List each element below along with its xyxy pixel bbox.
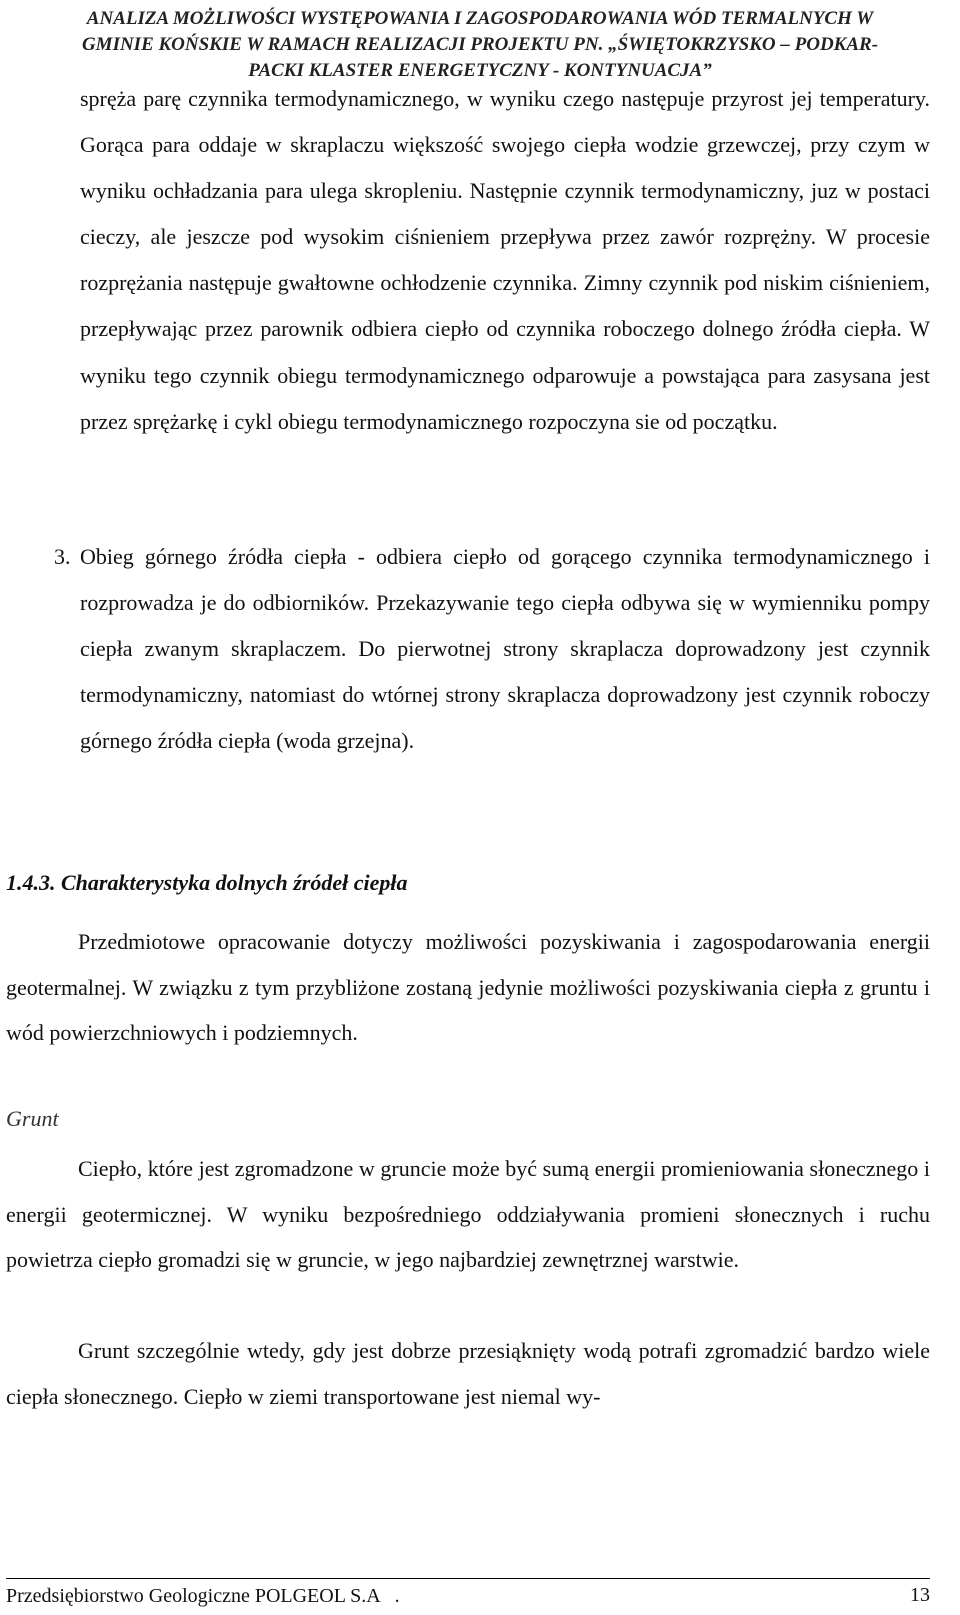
header-line-2: GMINIE KOŃSKIE W RAMACH REALIZACJI PROJEKTU PN. „ŚWIĘTOKRZYSKO – PODKAR- bbox=[81, 34, 879, 55]
list-item-3 bbox=[54, 534, 930, 764]
paragraph-grunt-2 bbox=[6, 1328, 930, 1419]
list-item-number: 3. bbox=[54, 544, 71, 569]
paragraph-grunt-1-text: Ciepło, które jest zgromadzone w gruncie może być sumą energii promieniowania słonecznego i energii geotermicznej. W wyniku bezpośredniego oddziaływania promieni słonecznych i ruchu powietrza ciepło gromadzi się w gruncie, w jego najbardziej zewnętrznej warstwie. bbox=[6, 1156, 930, 1272]
header-line-3: PACKI KLASTER ENERGETYCZNY - KONTYNUACJA” bbox=[248, 60, 712, 81]
footer-company: Przedsiębiorstwo Geologiczne POLGEOL S.A . bbox=[6, 1585, 400, 1607]
section-heading: 1.4.3. Charakterystyka dolnych źródeł ciepła bbox=[6, 870, 408, 895]
paragraph-grunt-1 bbox=[6, 1146, 930, 1283]
page-number: 13 bbox=[910, 1584, 930, 1606]
header-line-1: ANALIZA MOŻLIWOŚCI WYSTĘPOWANIA I ZAGOSPODAROWANIA WÓD TERMALNYCH W bbox=[86, 8, 874, 29]
paragraph-intro-text: Przedmiotowe opracowanie dotyczy możliwości pozyskiwania i zagospodarowania energii geotermalnej. W związku z tym przybliżone zostaną jedynie możliwości pozyskiwania ciepła z gruntu i wód powierzchniowych i podziemnych. bbox=[6, 929, 930, 1045]
continuation-paragraph: spręża parę czynnika termodynamicznego, w wyniku czego następuje przyrost jej temperatury. Gorąca para oddaje w skraplaczu większość swojego ciepła wodzie grzewczej, przy czym w wyniku ochładzania para ulega skropleniu. Następnie czynnik termodynamiczny, juz w postaci cieczy, ale jeszcze pod wysokim ciśnieniem przepływa przez zawór rozprężny. W procesie rozprężania następuje gwałtowne ochłodzenie czynnika. Zimny czynnik pod niskim ciśnieniem, przepływając przez parownik odbiera ciepło od czynnika roboczego dolnego źródła ciepła. W wyniku tego czynnik obiegu termodynamicznego odparowuje a powstająca para zasysana jest przez sprężarkę i cykl obiegu termodynamicznego rozpoczyna sie od początku. bbox=[80, 86, 930, 434]
subheading-grunt: Grunt bbox=[6, 1106, 59, 1131]
paragraph-intro bbox=[6, 919, 930, 1056]
paragraph-grunt-2-text: Grunt szczególnie wtedy, gdy jest dobrze przesiąknięty wodą potrafi zgromadzić bardzo wiele ciepła słonecznego. Ciepło w ziemi transportowane jest niemal wy- bbox=[6, 1338, 930, 1409]
list-item-text: Obieg górnego źródła ciepła - odbiera ciepło od gorącego czynnika termodynamicznego i rozprowadza je do odbiorników. Przekazywanie tego ciepła odbywa się w wymienniku pompy ciepła zwanym skraplaczem. Do pierwotnej strony skraplacza doprowadzony jest czynnik termodynamiczny, natomiast do wtórnej strony skraplacza doprowadzony jest czynnik roboczy górnego źródła ciepła (woda grzejna). bbox=[80, 544, 930, 754]
page-header bbox=[0, 6, 960, 84]
footer-divider bbox=[6, 1578, 930, 1579]
